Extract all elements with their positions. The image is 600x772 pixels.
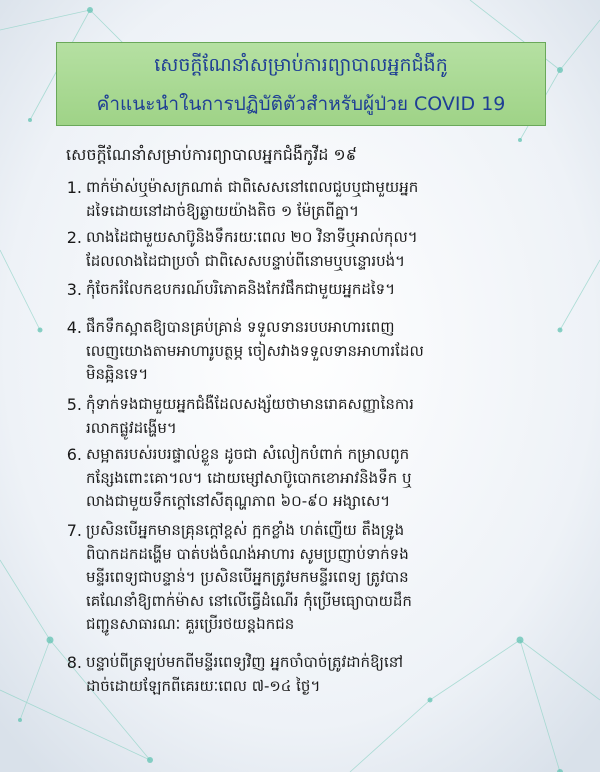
list-item-number: 3. [66, 280, 82, 299]
list-item-line: ផឹកទឹកស្អាតឱ្យបានគ្រប់គ្រាន់ ទទួលទានរបបអាហារពេញ [86, 318, 395, 336]
list-item-number: 2. [66, 228, 82, 247]
list-item-text [86, 651, 570, 698]
list-item-line: ដទៃដោយនៅដាច់ឱ្យឆ្ងាយយ៉ាងតិច ១ ម៉ែត្រពីគ្នា។ [86, 201, 359, 220]
list-item-number: 5. [66, 395, 82, 414]
list-item-line: ជញ្ជូនសាធារណៈ គួរប្រើរថយន្តឯកជន [86, 615, 295, 633]
list-item-line: មិនឆ្អិនទេ។ [86, 365, 149, 383]
list-item-line: បន្ទាប់ពីត្រឡប់មកពីមន្ទីរពេទ្យវិញ អ្នកចាំបាច់ត្រូវដាក់ឱ្យនៅ [86, 653, 404, 671]
list-item-line: ពាក់ម៉ាស់ឬម៉ាសក្រណាត់ ជាពិសេសនៅពេលជួបឬជាមួយអ្នក [86, 178, 419, 196]
list-item-line: កន្សែងពោះគោ។ល។ ដោយម្សៅសាប៊ូបោកខោអាវនិងទឹក ឬ [86, 468, 412, 487]
list-item-text [86, 443, 570, 514]
list-item-line: កុំចែករំលែកឧបករណ៍បរិភោគនិងកែវផឹកជាមួយអ្នកដទៃ។ [86, 280, 396, 298]
list-item-number: 8. [66, 653, 82, 672]
list-item-text [86, 278, 570, 302]
title-khmer: សេចក្ដីណែនាំសម្រាប់ការព្យាបាលអ្នកជំងឺកូ [154, 54, 448, 76]
intro-heading: សេចក្ដីណែនាំសម្រាប់ការព្យាបាលអ្នកជំងឺកូវីដ ១៩ [66, 145, 357, 164]
list-item-line: លេញយោងតាមអាហារូបត្ថម្ភ ចៀសវាងទទួលទានអាហារដែល [86, 341, 424, 360]
list-item-number: 4. [66, 318, 82, 337]
list-item-line: លាងដៃជាមួយសាប៊ូនិងទឹករយៈពេល ២០ វិនាទីឬអាល់កុល។ [86, 228, 418, 246]
list-item-line: លាងជាមួយទឹកក្ដៅនៅសីតុណ្ហភាព ៦០-៩០ អង្សាសេ។ [86, 492, 391, 510]
list-item-text [86, 226, 570, 273]
list-item-line: ដាច់ដោយឡែកពីគេរយៈពេល ៧-១៤ ថ្ងៃ។ [86, 676, 321, 695]
list-item-number: 1. [66, 178, 82, 197]
list-item-line: សម្អាតរបស់របរផ្ទាល់ខ្លួន ដូចជា សំលៀកបំពាក់ កម្រាលពូក [86, 445, 410, 463]
list-item-line: ប្រសិនបើអ្នកមានគ្រុនក្ដៅខ្ពស់ ក្អកខ្លាំង ហត់ញើយ តឹងទ្រូង [86, 521, 405, 539]
list-item-line: គេណែនាំឱ្យពាក់ម៉ាស នៅលើធ្វើដំណើរ កុំប្រើមធ្យោបាយដឹក [86, 591, 412, 610]
list-item-line: មន្ទីរពេទ្យជាបន្ទាន់។ ប្រសិនបើអ្នកត្រូវមកមន្ទីរពេទ្យ ត្រូវបាន [86, 568, 409, 586]
list-item-text [86, 393, 570, 440]
list-item-line: រលាកផ្លូវដង្ហើម។ [86, 418, 177, 437]
title-thai: คำแนะนำในการปฏิบัติตัวสำหรับผู้ป่วย COVID 19 [96, 93, 506, 115]
list-item-text [86, 316, 570, 387]
title-banner [56, 42, 546, 126]
list-item-line: កុំទាក់ទងជាមួយអ្នកជំងឺដែលសង្ស័យថាមានរោគសញ្ញានៃការ [86, 395, 414, 413]
list-item-text [86, 519, 570, 637]
list-item-number: 7. [66, 521, 82, 540]
list-item-text [86, 176, 570, 223]
list-item-line: ពិបាកដកដង្ហើម បាត់បង់ចំណង់អាហារ សូមប្រញាប់ទាក់ទង [86, 544, 409, 563]
list-item-number: 6. [66, 445, 82, 464]
list-item-line: ដែលលាងដៃជាប្រចាំ ជាពិសេសបន្ទាប់ពីនោមឬបន្ទោរបង់។ [86, 251, 406, 270]
